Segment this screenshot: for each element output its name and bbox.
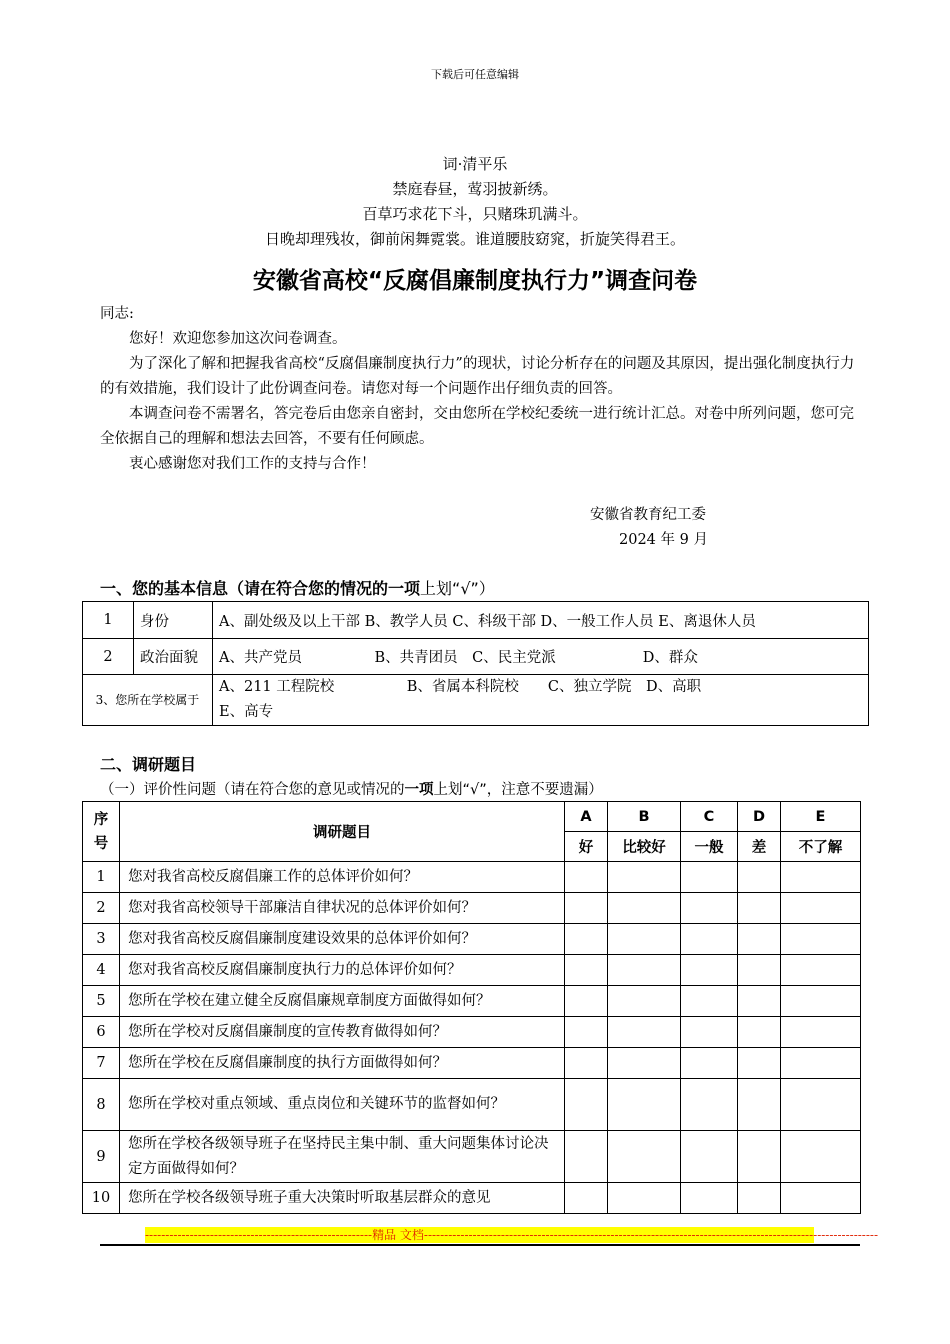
answer-cell-e[interactable] — [781, 1017, 861, 1048]
table-row — [83, 862, 861, 893]
table-row — [83, 1131, 861, 1183]
answer-cell-d[interactable] — [738, 862, 781, 893]
col-rating: 差 — [738, 832, 781, 862]
question-number: 4 — [83, 955, 120, 986]
col-seq-header: 序号 — [83, 802, 120, 862]
footer-dashes: -------------------------------------------------------- — [650, 1228, 879, 1242]
answer-cell-c[interactable] — [681, 1131, 738, 1183]
answer-cell-b[interactable] — [608, 1131, 681, 1183]
answer-cell-c[interactable] — [681, 955, 738, 986]
poem-line: 百草巧求花下斗，只赌珠玑满斗。 — [362, 205, 588, 223]
col-letter: E — [781, 802, 861, 832]
answer-cell-d[interactable] — [738, 1183, 781, 1214]
question-number: 2 — [83, 893, 120, 924]
row-options[interactable]: A、副处级及以上干部 B、教学人员 C、科级干部 D、一般工作人员 E、离退休人员 — [213, 602, 869, 639]
question-text: 您所在学校对重点领域、重点岗位和关键环节的监督如何？ — [120, 1079, 565, 1131]
row-label: 政治面貌 — [134, 639, 213, 675]
answer-cell-a[interactable] — [565, 955, 608, 986]
answer-cell-b[interactable] — [608, 924, 681, 955]
answer-cell-a[interactable] — [565, 1017, 608, 1048]
answer-cell-c[interactable] — [681, 986, 738, 1017]
section1-title-bold: 一项 — [388, 579, 421, 598]
date: 2024 年 9 月 — [619, 532, 708, 548]
answer-cell-e[interactable] — [781, 986, 861, 1017]
col-letter: C — [681, 802, 738, 832]
table-row — [83, 924, 861, 955]
answer-cell-e[interactable] — [781, 893, 861, 924]
answer-cell-b[interactable] — [608, 986, 681, 1017]
question-number: 9 — [83, 1131, 120, 1183]
question-number: 6 — [83, 1017, 120, 1048]
page-title: 安徽省高校“反腐倡廉制度执行力”调查问卷 — [252, 268, 698, 294]
letter-paragraph: 您好！欢迎您参加这次问卷调查。 — [129, 331, 347, 347]
answer-cell-a[interactable] — [565, 1048, 608, 1079]
header-note: 下载后可任意编辑 — [431, 68, 519, 81]
answer-cell-e[interactable] — [781, 1131, 861, 1183]
row-number: 2 — [83, 639, 134, 675]
section1-title — [100, 576, 495, 599]
question-text: 您对我省高校反腐倡廉制度执行力的总体评价如何？ — [120, 955, 565, 986]
footer-dashes: -------------------------------------------------------- — [145, 1228, 373, 1242]
subtitle-tail: 上划“√”，注意不要遗漏） — [433, 782, 603, 798]
question-text: 您所在学校在反腐倡廉制度的执行方面做得如何？ — [120, 1048, 565, 1079]
table-row — [83, 602, 869, 639]
options-line: E、高专 — [219, 704, 274, 720]
subtitle-bold: 一项 — [404, 782, 434, 798]
answer-cell-a[interactable] — [565, 893, 608, 924]
evaluation-table — [82, 801, 861, 1214]
answer-cell-a[interactable] — [565, 986, 608, 1017]
poem-line: 禁庭春昼，莺羽披新绣。 — [392, 180, 558, 198]
letter-body — [100, 302, 860, 477]
answer-cell-b[interactable] — [608, 955, 681, 986]
salutation: 同志: — [100, 306, 134, 322]
answer-cell-b[interactable] — [608, 1048, 681, 1079]
table-row — [83, 1017, 861, 1048]
answer-cell-b[interactable] — [608, 1079, 681, 1131]
answer-cell-c[interactable] — [681, 1017, 738, 1048]
section1-title-text: 一、您的基本信息（请在符合您的情况的 — [100, 579, 389, 598]
answer-cell-c[interactable] — [681, 862, 738, 893]
answer-cell-b[interactable] — [608, 862, 681, 893]
section2-title: 二、调研题目 — [100, 755, 197, 774]
question-text: 您对我省高校反腐倡廉工作的总体评价如何？ — [120, 862, 565, 893]
col-letter: D — [738, 802, 781, 832]
answer-cell-b[interactable] — [608, 1183, 681, 1214]
footer-dashes: -------------------------------------------------------- — [423, 1228, 651, 1242]
options-line: A、211 工程院校 B、省属本科院校 C、独立学院 D、高职 — [219, 679, 702, 695]
row-options[interactable] — [213, 675, 869, 726]
answer-cell-e[interactable] — [781, 955, 861, 986]
answer-cell-e[interactable] — [781, 1079, 861, 1131]
answer-cell-d[interactable] — [738, 924, 781, 955]
answer-cell-a[interactable] — [565, 1079, 608, 1131]
answer-cell-a[interactable] — [565, 924, 608, 955]
question-number: 5 — [83, 986, 120, 1017]
col-letter: B — [608, 802, 681, 832]
row-label: 3、您所在学校属于 — [83, 675, 213, 726]
answer-cell-d[interactable] — [738, 893, 781, 924]
footer-banner — [145, 1227, 879, 1243]
header-row — [83, 802, 861, 832]
row-options[interactable]: A、共产党员 B、共青团员 C、民主党派 D、群众 — [213, 639, 869, 675]
answer-cell-c[interactable] — [681, 1079, 738, 1131]
row-label: 身份 — [134, 602, 213, 639]
col-rating: 比较好 — [608, 832, 681, 862]
answer-cell-d[interactable] — [738, 986, 781, 1017]
col-question-header: 调研题目 — [120, 802, 565, 862]
answer-cell-d[interactable] — [738, 1131, 781, 1183]
question-text: 您所在学校各级领导班子重大决策时听取基层群众的意见 — [120, 1183, 565, 1214]
answer-cell-d[interactable] — [738, 955, 781, 986]
answer-cell-d[interactable] — [738, 1079, 781, 1131]
answer-cell-b[interactable] — [608, 1017, 681, 1048]
table-row — [83, 675, 869, 726]
footer-rule — [100, 1244, 860, 1246]
answer-cell-c[interactable] — [681, 1183, 738, 1214]
answer-cell-d[interactable] — [738, 1048, 781, 1079]
answer-cell-e[interactable] — [781, 1183, 861, 1214]
answer-cell-a[interactable] — [565, 1183, 608, 1214]
signature: 安徽省教育纪工委 — [590, 507, 706, 523]
letter-paragraph: 衷心感谢您对我们工作的支持与合作！ — [129, 456, 376, 472]
question-number: 3 — [83, 924, 120, 955]
table-row — [83, 1048, 861, 1079]
answer-cell-a[interactable] — [565, 862, 608, 893]
answer-cell-d[interactable] — [738, 1017, 781, 1048]
col-rating: 不了解 — [781, 832, 861, 862]
question-text: 您对我省高校领导干部廉洁自律状况的总体评价如何？ — [120, 893, 565, 924]
table-row — [83, 1079, 861, 1131]
question-text: 您所在学校在建立健全反腐倡廉规章制度方面做得如何？ — [120, 986, 565, 1017]
col-letter: A — [565, 802, 608, 832]
letter-paragraph: 为了深化了解和把握我省高校“反腐倡廉制度执行力”的现状，讨论分析存在的问题及其原因，提出强化制度执行力的有效措施，我们设计了此份调查问卷。请您对每一个问题作出仔细负责的回答。 — [100, 356, 855, 397]
question-text: 您所在学校对反腐倡廉制度的宣传教育做得如何？ — [120, 1017, 565, 1048]
question-number: 7 — [83, 1048, 120, 1079]
section2-subtitle — [100, 778, 603, 799]
section1-title-tail: 上划“√”） — [420, 579, 495, 598]
question-text: 您所在学校各级领导班子在坚持民主集中制、重大问题集体讨论决定方面做得如何？ — [120, 1131, 565, 1183]
poem-title: 词·清平乐 — [442, 155, 508, 173]
table-row — [83, 1183, 861, 1214]
answer-cell-c[interactable] — [681, 893, 738, 924]
letter-paragraph: 本调查问卷不需署名，答完卷后由您亲自密封，交由您所在学校纪委统一进行统计汇总。对卷中所列问题，您可完全依据自己的理解和想法去回答，不要有任何顾虑。 — [100, 406, 854, 447]
table-row — [83, 639, 869, 675]
answer-cell-a[interactable] — [565, 1131, 608, 1183]
question-number: 1 — [83, 862, 120, 893]
basic-info-table — [82, 601, 869, 726]
subtitle-text: （一）评价性问题（请在符合您的意见或情况的 — [100, 782, 405, 798]
answer-cell-c[interactable] — [681, 1048, 738, 1079]
table-row — [83, 893, 861, 924]
col-rating: 好 — [565, 832, 608, 862]
answer-cell-e[interactable] — [781, 862, 861, 893]
question-number: 8 — [83, 1079, 120, 1131]
row-number: 1 — [83, 602, 134, 639]
col-rating: 一般 — [681, 832, 738, 862]
answer-cell-c[interactable] — [681, 924, 738, 955]
poem-line: 日晚却理残妆，御前闲舞霓裳。谁道腰肢窈窕，折旋笑得君王。 — [264, 230, 685, 248]
answer-cell-e[interactable] — [781, 1048, 861, 1079]
table-row — [83, 955, 861, 986]
answer-cell-b[interactable] — [608, 893, 681, 924]
footer-label: 精品 文档 — [372, 1228, 424, 1242]
question-number: 10 — [83, 1183, 120, 1214]
table-row — [83, 986, 861, 1017]
question-text: 您对我省高校反腐倡廉制度建设效果的总体评价如何？ — [120, 924, 565, 955]
answer-cell-e[interactable] — [781, 924, 861, 955]
